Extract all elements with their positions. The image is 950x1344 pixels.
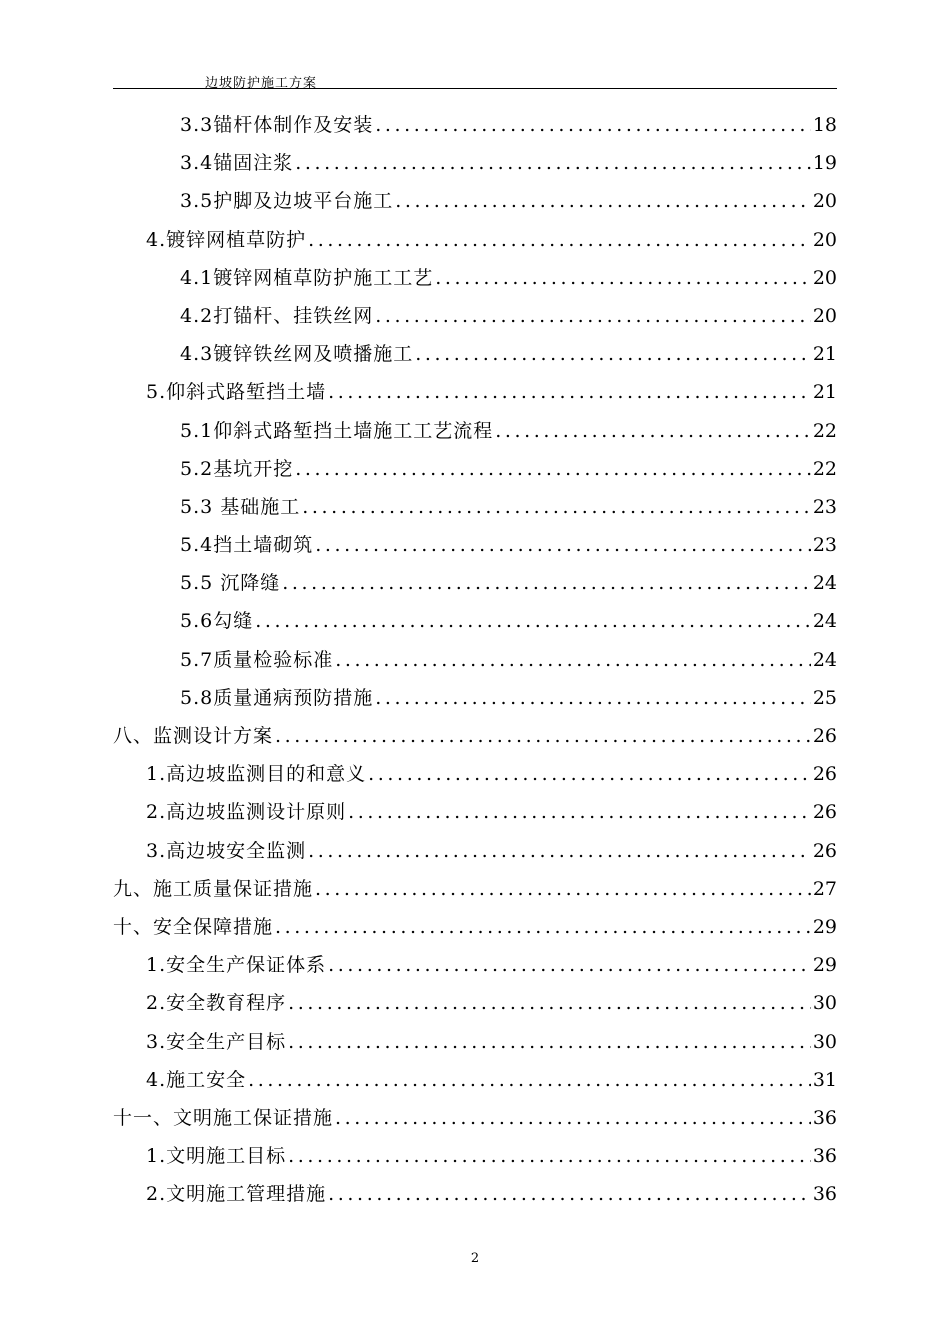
toc-dot-leader [375,114,811,136]
toc-dot-leader [348,801,811,823]
toc-entry[interactable] [113,874,837,912]
toc-entry[interactable] [113,263,837,301]
toc-dot-leader [255,610,811,632]
toc-entry[interactable] [113,721,837,759]
toc-entry-label: 5.1仰斜式路堑挡土墙施工工艺流程 [180,419,494,442]
toc-dot-leader [295,458,811,480]
toc-entry-page: 20 [812,266,837,289]
toc-entry-label: 4.镀锌网植草防护 [146,228,307,251]
toc-entry-label: 4.施工安全 [146,1068,247,1091]
toc-entry[interactable] [113,759,837,797]
toc-entry-label: 3.3锚杆体制作及安装 [180,114,374,136]
toc-entry-label: 1.安全生产保证体系 [146,954,327,977]
toc-entry[interactable] [113,492,837,530]
toc-entry[interactable] [113,912,837,950]
toc-dot-leader [335,649,811,671]
toc-entry-page: 36 [812,1106,837,1129]
toc-entry[interactable] [113,225,837,263]
toc-entry-page: 31 [812,1068,837,1091]
toc-entry-page: 36 [812,1183,837,1206]
toc-dot-leader [248,1069,811,1091]
toc-entry-label: 5.2基坑开挖 [180,457,294,480]
toc-entry[interactable] [113,110,837,148]
toc-entry[interactable] [113,988,837,1026]
toc-entry[interactable] [113,301,837,339]
toc-dot-leader [282,572,811,594]
toc-entry-page: 20 [812,304,837,327]
toc-entry-page: 24 [812,572,837,595]
toc-entry-page: 25 [812,686,837,709]
toc-entry-page: 18 [812,114,837,136]
toc-entry-label: 九、施工质量保证措施 [113,877,314,900]
toc-entry[interactable] [113,568,837,606]
toc-entry-label: 5.6勾缝 [180,610,254,633]
toc-entry-page: 21 [812,381,837,404]
toc-dot-leader [288,1145,811,1167]
page-number: 2 [470,1251,480,1266]
toc-dot-leader [435,267,811,289]
toc-entry-label: 八、监测设计方案 [113,725,274,747]
toc-entry-page: 24 [812,610,837,633]
toc-entry[interactable] [113,530,837,568]
toc-entry-label: 3.5护脚及边坡平台施工 [180,190,394,213]
toc-entry-page: 23 [812,534,837,557]
toc-entry-page: 19 [812,152,837,175]
toc-entry-page: 20 [812,190,837,213]
toc-entry-label: 5.5 沉降缝 [180,572,281,595]
toc-dot-leader [315,534,811,556]
toc-entry[interactable] [113,836,837,874]
toc-entry-page: 26 [812,763,837,786]
toc-entry-label: 5.7质量检验标准 [180,648,334,671]
toc-entry-page: 29 [812,915,837,938]
toc-dot-leader [302,496,811,518]
toc-entry-label: 5.4挡土墙砌筑 [180,534,314,557]
toc-entry[interactable] [113,416,837,454]
toc-dot-leader [328,381,811,403]
toc-entry-label: 4.1镀锌网植草防护施工工艺 [180,266,434,289]
toc-entry-page: 24 [812,648,837,671]
toc-dot-leader [415,343,811,365]
page-header-title: 边坡防护施工方案 [205,76,318,91]
toc-entry[interactable] [113,606,837,644]
toc-entry[interactable] [113,186,837,224]
toc-entry-label: 4.2打锚杆、挂铁丝网 [180,304,374,327]
toc-entry[interactable] [113,377,837,415]
toc-entry-page: 23 [812,495,837,518]
toc-entry-label: 5.8质量通病预防措施 [180,686,374,709]
toc-dot-leader [288,992,811,1014]
toc-entry[interactable] [113,1103,837,1141]
toc-dot-leader [328,1183,811,1205]
toc-dot-leader [295,152,811,174]
toc-entry-page: 26 [812,725,837,747]
toc-dot-leader [308,840,811,862]
toc-dot-leader [375,305,811,327]
table-of-contents [113,110,837,1217]
toc-entry-label: 1.文明施工目标 [146,1145,287,1168]
toc-entry-page: 21 [812,343,837,366]
toc-entry[interactable] [113,454,837,492]
toc-dot-leader [368,763,811,785]
toc-entry-page: 36 [812,1145,837,1168]
header-divider [113,88,837,89]
toc-entry-page: 30 [812,1030,837,1053]
toc-entry[interactable] [113,1027,837,1065]
toc-dot-leader [275,725,811,747]
toc-entry-page: 22 [812,457,837,480]
toc-entry-label: 十、安全保障措施 [113,915,274,938]
toc-dot-leader [308,229,811,251]
toc-entry-page: 20 [812,228,837,251]
toc-entry-label: 3.安全生产目标 [146,1030,287,1053]
toc-entry[interactable] [113,797,837,835]
toc-dot-leader [495,420,811,442]
toc-entry[interactable] [113,339,837,377]
toc-entry-page: 30 [812,992,837,1015]
toc-entry-label: 4.3镀锌铁丝网及喷播施工 [180,343,414,366]
toc-entry-label: 2.安全教育程序 [146,992,287,1015]
toc-entry-label: 3.高边坡安全监测 [146,839,307,862]
toc-entry-page: 22 [812,419,837,442]
toc-entry[interactable] [113,645,837,683]
toc-dot-leader [315,878,811,900]
toc-dot-leader [375,687,811,709]
toc-dot-leader [288,1031,811,1053]
toc-entry-label: 2.高边坡监测设计原则 [146,801,347,824]
toc-entry-page: 29 [812,954,837,977]
toc-entry[interactable] [113,1141,837,1179]
toc-dot-leader [335,1107,811,1129]
toc-dot-leader [328,954,811,976]
toc-entry-page: 26 [812,801,837,824]
toc-entry-label: 1.高边坡监测目的和意义 [146,763,367,786]
toc-entry-page: 26 [812,839,837,862]
toc-entry[interactable] [113,950,837,988]
toc-entry-label: 2.文明施工管理措施 [146,1183,327,1206]
toc-entry-label: 5.仰斜式路堑挡土墙 [146,381,327,404]
toc-dot-leader [395,190,811,212]
toc-entry-page: 27 [812,877,837,900]
toc-entry-label: 5.3 基础施工 [180,495,301,518]
toc-entry[interactable] [113,683,837,721]
toc-entry[interactable] [113,1065,837,1103]
toc-entry-label: 十一、文明施工保证措施 [113,1106,334,1129]
toc-entry[interactable] [113,148,837,186]
toc-dot-leader [275,916,811,938]
toc-entry[interactable] [113,1179,837,1217]
toc-entry-label: 3.4锚固注浆 [180,152,294,175]
